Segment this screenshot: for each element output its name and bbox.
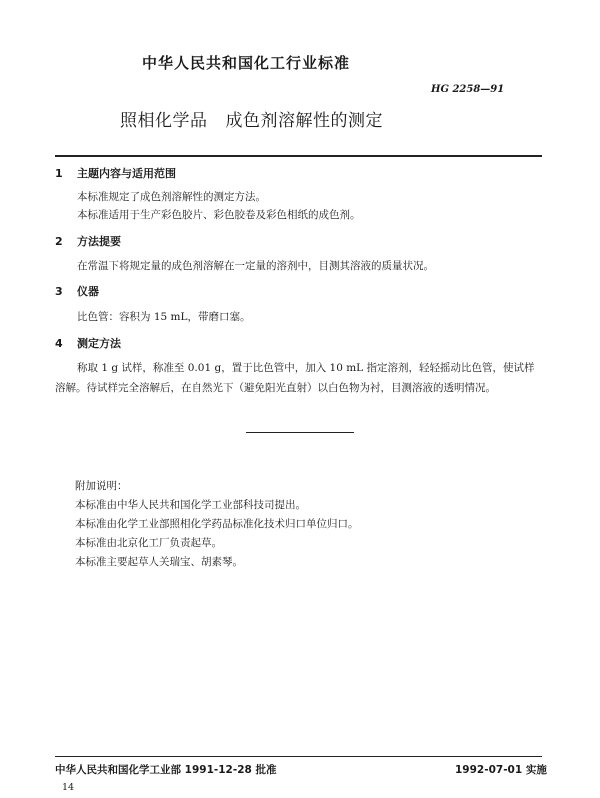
section-2-paragraph-1: 在常温下将规定量的成色剂溶解在一定量的溶剂中，目测其溶液的质量状况。 [77,260,434,272]
footer-divider [55,756,542,757]
section-4-heading [55,335,121,351]
document-title [120,106,383,131]
note-line: 本标准主要起草人关瑞宝、胡素琴。 [75,556,243,568]
section-title: 方法提要 [77,235,121,248]
end-of-text-rule [246,432,354,433]
note-line: 本标准由化学工业部照相化学药品标准化技术归口单位归口。 [75,518,359,530]
section-4-paragraph-1: 称取 1 g 试样，称准至 0.01 g，置于比色管中，加入 10 mL 指定溶剂，轻轻摇动比色管，使试样溶解。待试样完全溶解后，在自然光下（避免阳光直射）以白色物为衬，目测溶液的透明情况。 [55,362,535,394]
standard-code: HG 2258—91 [431,84,505,95]
section-title: 仪器 [77,285,99,298]
document-title-part2: 成色剂溶解性的测定 [225,111,383,131]
section-number: 2 [55,235,63,248]
document-title-part1: 照相化学品 [120,111,208,131]
section-1-heading [55,165,176,181]
page-number: 14 [62,782,75,793]
standard-category-title: 中华人民共和国化工行业标准 [141,54,350,72]
section-number: 3 [55,285,63,298]
section-3-heading [55,283,99,299]
section-number: 4 [55,337,63,350]
approval-date: 中华人民共和国化学工业部 1991-12-28 批准 [55,764,277,776]
note-line: 本标准由北京化工厂负责起草。 [75,537,222,549]
notes-title: 附加说明： [75,480,128,492]
section-title: 测定方法 [77,337,121,350]
section-number: 1 [55,167,63,180]
section-1-paragraph-2: 本标准适用于生产彩色胶片、彩色胶卷及彩色相纸的成色剂。 [77,209,361,221]
section-title: 主题内容与适用范围 [77,167,176,180]
header-divider [55,155,542,157]
section-3-paragraph-1: 比色管：容积为 15 mL，带磨口塞。 [77,311,251,323]
section-2-heading [55,233,121,249]
effective-date: 1992-07-01 实施 [455,764,547,776]
section-1-paragraph-1: 本标准规定了成色剂溶解性的测定方法。 [77,191,266,203]
note-line: 本标准由中华人民共和国化学工业部科技司提出。 [75,499,306,511]
